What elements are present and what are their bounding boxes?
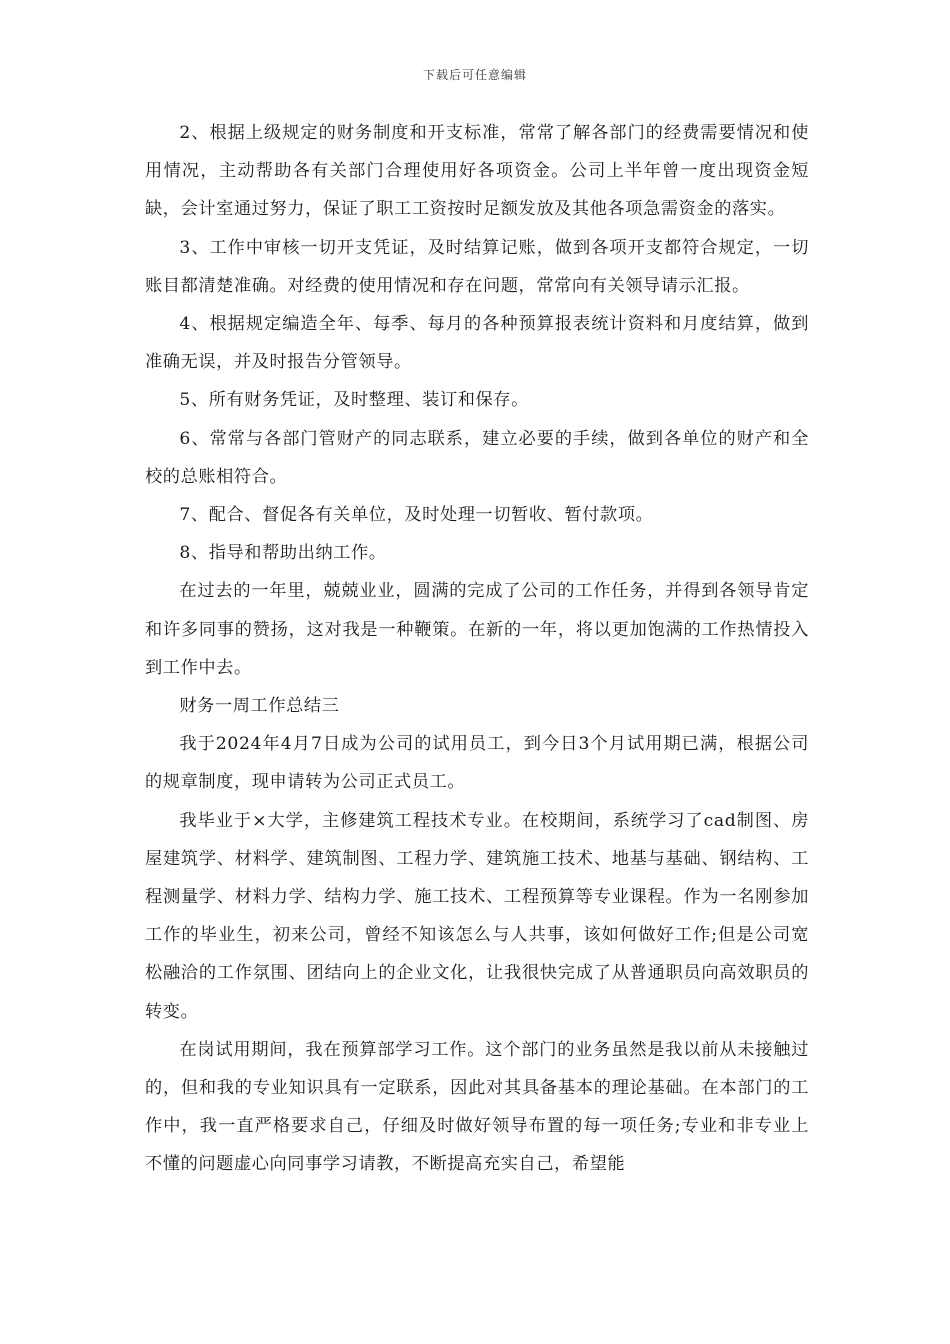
paragraph: 在岗试用期间，我在预算部学习工作。这个部门的业务虽然是我以前从未接触过的，但和我的专业知识具有一定联系，因此对其具备基本的理论基础。在本部门的工作中，我一直严格要求自己，仔细及时做好领导布置的每一项任务;专业和非专业上不懂的问题虚心向同事学习请教，不断提高充实自己，希望能 <box>145 1039 809 1175</box>
paragraph: 8、指导和帮助出纳工作。 <box>179 543 387 564</box>
document-body <box>145 114 809 1184</box>
paragraph: 3、工作中审核一切开支凭证，及时结算记账，做到各项开支都符合规定，一切账目都清楚准确。对经费的使用情况和存在问题，常常向有关领导请示汇报。 <box>145 237 809 296</box>
paragraph: 我于2024年4月7日成为公司的试用员工，到今日3个月试用期已满，根据公司的规章制度，现申请转为公司正式员工。 <box>145 734 809 793</box>
section-heading: 财务一周工作总结三 <box>179 696 340 717</box>
page-header-note: 下载后可任意编辑 <box>422 68 527 82</box>
paragraph: 2、根据上级规定的财务制度和开支标准，常常了解各部门的经费需要情况和使用情况，主动帮助各有关部门合理使用好各项资金。公司上半年曾一度出现资金短缺，会计室通过努力，保证了职工工资按时足额发放及其他各项急需资金的落实。 <box>145 123 809 220</box>
paragraph: 在过去的一年里，兢兢业业，圆满的完成了公司的工作任务，并得到各领导肯定和许多同事的赞扬，这对我是一种鞭策。在新的一年，将以更加饱满的工作热情投入到工作中去。 <box>145 581 809 678</box>
paragraph: 我毕业于×大学，主修建筑工程技术专业。在校期间，系统学习了cad制图、房屋建筑学、材料学、建筑制图、工程力学、建筑施工技术、地基与基础、钢结构、工程测量学、材料力学、结构力学、施工技术、工程预算等专业课程。作为一名刚参加工作的毕业生，初来公司，曾经不知该怎么与人共事，该如何做好工作;但是公司宽松融洽的工作氛围、团结向上的企业文化，让我很快完成了从普通职员向高效职员的转变。 <box>145 810 809 1022</box>
paragraph: 5、所有财务凭证，及时整理、装订和保存。 <box>179 390 529 411</box>
paragraph: 7、配合、督促各有关单位，及时处理一切暂收、暂付款项。 <box>179 505 654 526</box>
paragraph: 6、常常与各部门管财产的同志联系，建立必要的手续，做到各单位的财产和全校的总账相符合。 <box>145 428 809 487</box>
paragraph: 4、根据规定编造全年、每季、每月的各种预算报表统计资料和月度结算，做到准确无误，并及时报告分管领导。 <box>145 314 809 373</box>
